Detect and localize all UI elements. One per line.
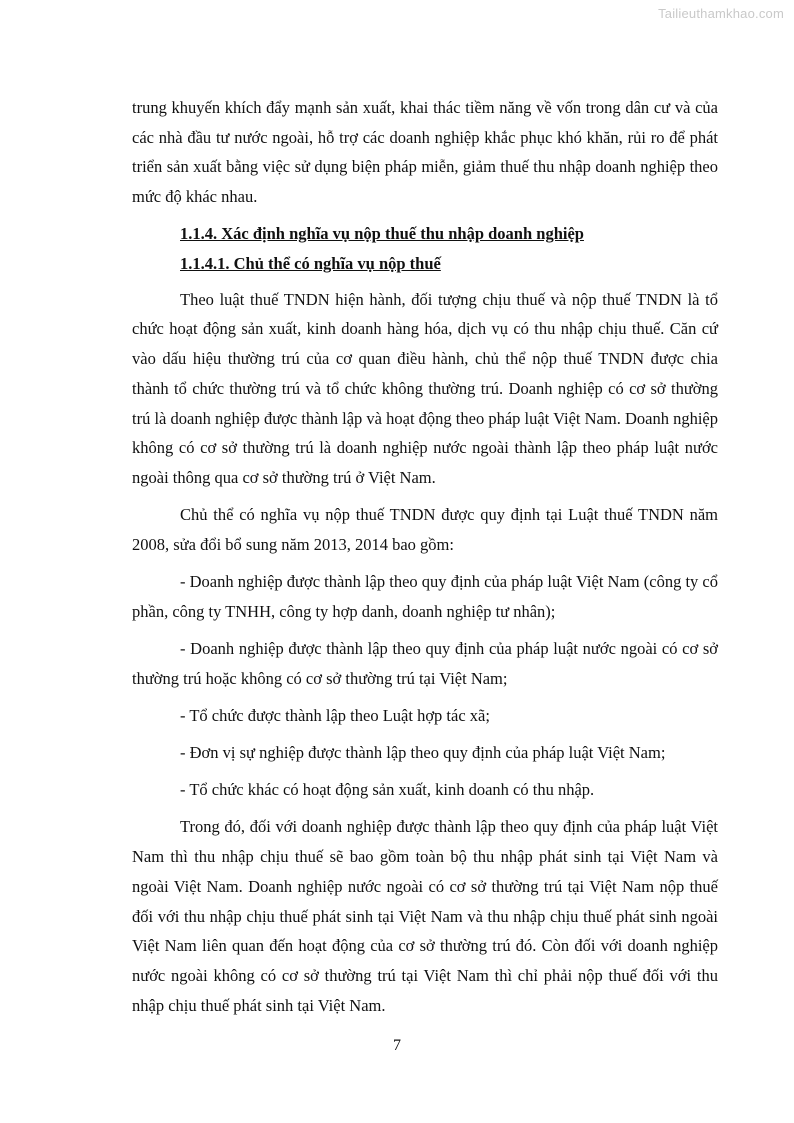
watermark: Tailieuthamkhao.com	[658, 6, 784, 21]
page-number: 7	[393, 1037, 401, 1054]
list-item: - Tổ chức khác có hoạt động sản xuất, kinh doanh có thu nhập.	[180, 780, 595, 800]
list-item: - Đơn vị sự nghiệp được thành lập theo quy định của pháp luật Việt Nam;	[180, 743, 666, 763]
paragraph-continuation: trung khuyến khích đẩy mạnh sản xuất, khai thác tiềm năng về vốn trong dân cư và của các nhà đầu tư nước ngoài, hỗ trợ các doanh nghiệp khắc phục khó khăn, rủi ro để phát triển sản xuất bằng việc sử dụng biện pháp miễn, giảm thuế thu nhập doanh nghiệp theo mức độ khác nhau.	[132, 98, 718, 207]
paragraph: Chủ thể có nghĩa vụ nộp thuế TNDN được quy định tại Luật thuế TNDN năm 2008, sửa đổi bổ sung năm 2013, 2014 bao gồm:	[132, 505, 718, 554]
section-heading: 1.1.4. Xác định nghĩa vụ nộp thuế thu nhập doanh nghiệp	[180, 224, 584, 244]
subsection-heading: 1.1.4.1. Chủ thể có nghĩa vụ nộp thuế	[180, 254, 441, 274]
list-item: - Doanh nghiệp được thành lập theo quy định của pháp luật nước ngoài có cơ sở thường trú hoặc không có cơ sở thường trú tại Việt Nam;	[132, 638, 718, 688]
document-body	[132, 93, 718, 1028]
list-item: - Tổ chức được thành lập theo Luật hợp tác xã;	[180, 705, 490, 725]
list-item: - Doanh nghiệp được thành lập theo quy định của pháp luật Việt Nam (công ty cổ phần, công ty TNHH, công ty hợp danh, doanh nghiệp tư nhân);	[132, 572, 718, 621]
paragraph: Theo luật thuế TNDN hiện hành, đối tượng chịu thuế và nộp thuế TNDN là tổ chức hoạt động sản xuất, kinh doanh hàng hóa, dịch vụ có thu nhập chịu thuế. Căn cứ vào dấu hiệu thường trú của cơ quan điều hành, chủ thể nộp thuế TNDN được chia thành tổ chức thường trú và tổ chức không thường trú. Doanh nghiệp có cơ sở thường trú là doanh nghiệp được thành lập và hoạt động theo pháp luật Việt Nam. Doanh nghiệp không có cơ sở thường trú là doanh nghiệp nước ngoài thành lập theo pháp luật nước ngoài thông qua cơ sở thường trú ở Việt Nam.	[132, 289, 718, 487]
paragraph: Trong đó, đối với doanh nghiệp được thành lập theo quy định của pháp luật Việt Nam thì thu nhập chịu thuế sẽ bao gồm toàn bộ thu nhập phát sinh tại Việt Nam và ngoài Việt Nam. Doanh nghiệp nước ngoài có cơ sở thường trú tại Việt Nam nộp thuế đối với thu nhập chịu thuế phát sinh tại Việt Nam và thu nhập chịu thuế phát sinh ngoài Việt Nam liên quan đến hoạt động của cơ sở thường trú đó. Còn đối với doanh nghiệp nước ngoài không có cơ sở thường trú tại Việt Nam thì chỉ phải nộp thuế đối với thu nhập chịu thuế phát sinh tại Việt Nam.	[132, 817, 718, 1015]
